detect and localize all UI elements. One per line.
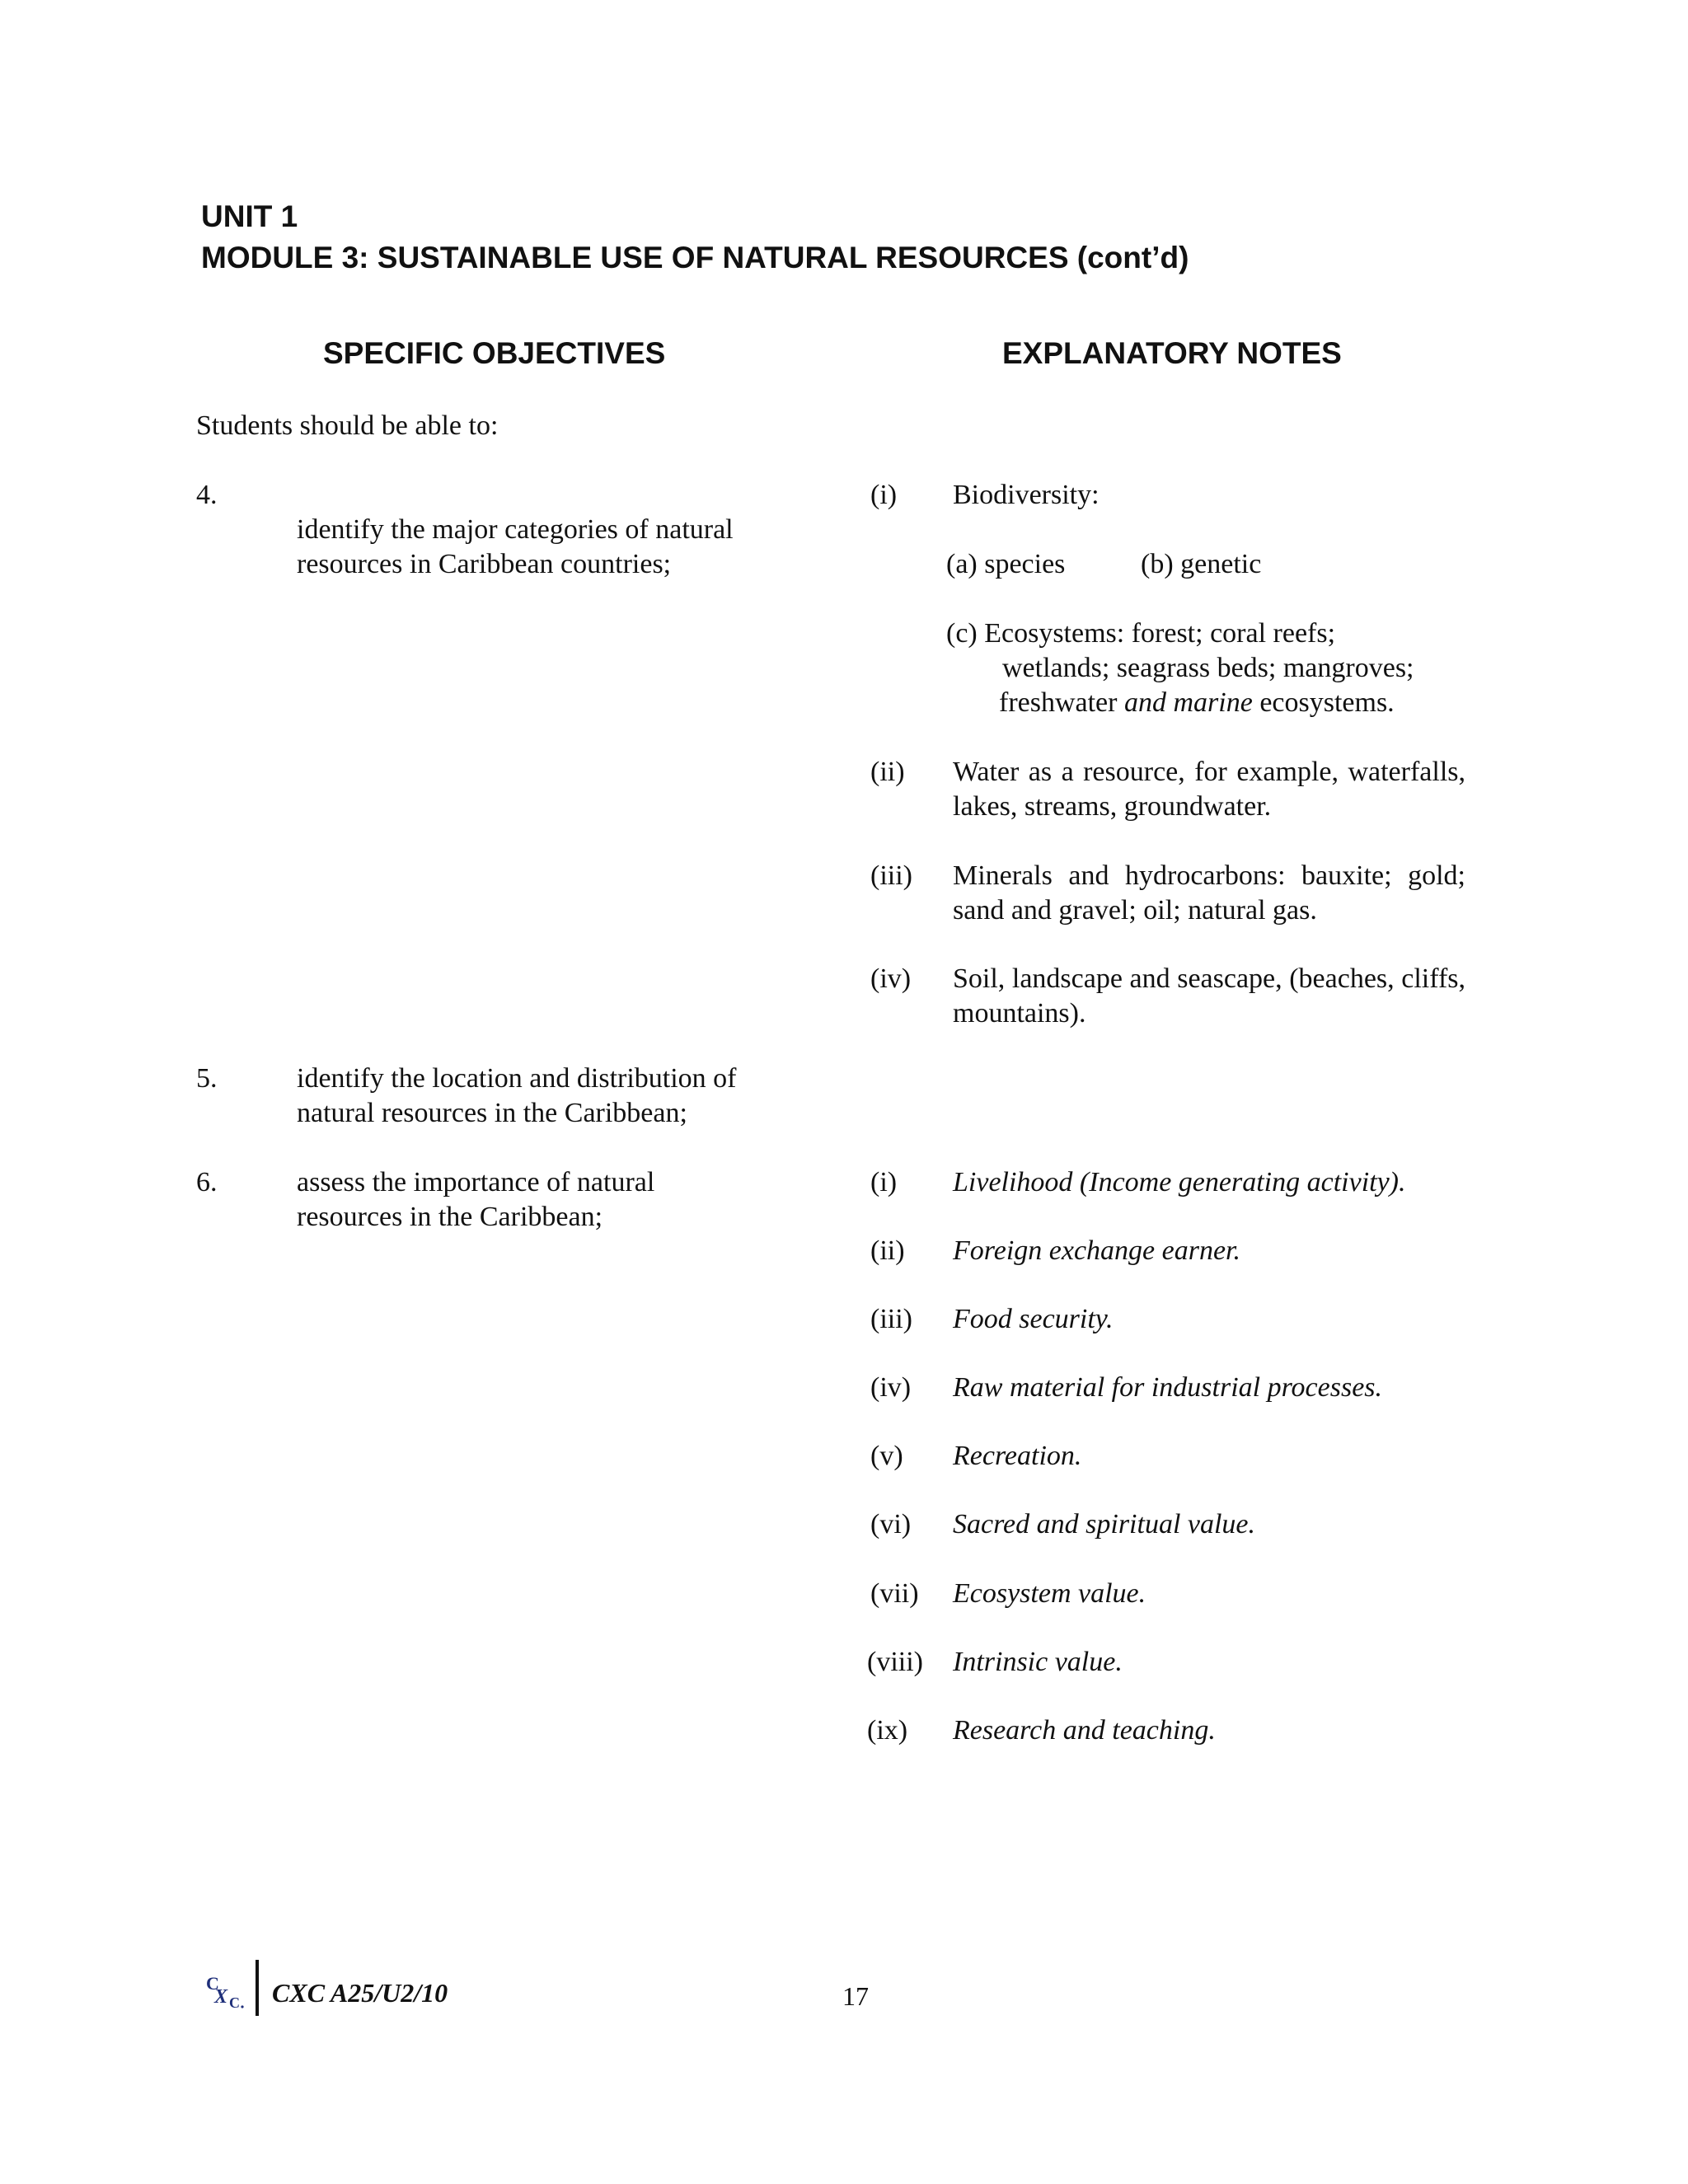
objective-5-number: 5. (196, 1063, 218, 1094)
intro-text: Students should be able to: (196, 410, 499, 441)
note-4-iv-number: (iv) (870, 963, 912, 994)
note-6-ii-text: Foreign exchange earner. (953, 1235, 1241, 1266)
unit-heading: UNIT 1 (201, 199, 298, 233)
note-6-viii-number: (viii) (867, 1647, 923, 1677)
objective-4-line-1: identify the major categories of natural (297, 514, 734, 545)
note-6-i-number: (i) (870, 1167, 898, 1197)
note-6-vii-number: (vii) (870, 1578, 919, 1609)
objective-6-number: 6. (196, 1167, 218, 1197)
page-number: 17 (842, 1981, 869, 2011)
note-6-v-text: Recreation. (953, 1441, 1082, 1471)
svg-text:X: X (214, 1986, 228, 2008)
note-6-vii-text: Ecosystem value. (953, 1578, 1146, 1609)
note-4-ii-text: Water as a resource, for example, waterfalls, lakes, streams, groundwater. (953, 757, 1465, 822)
note-4-sub-b: (b) genetic (1141, 549, 1262, 579)
note-4-iv-text: Soil, landscape and seascape, (beaches, cliffs, mountains). (953, 963, 1465, 1029)
note-4-iii-number: (iii) (870, 860, 912, 891)
note-4-i-number: (i) (870, 480, 898, 510)
note-4-sub-a: (a) species (946, 549, 1066, 579)
note-6-i-text: Livelihood (Income generating activity). (953, 1167, 1406, 1197)
objective-6-line-1: assess the importance of natural (297, 1167, 655, 1197)
note-6-iv-text: Raw material for industrial processes. (953, 1372, 1383, 1403)
note-6-iv-number: (iv) (870, 1372, 912, 1403)
objective-5-line-2: natural resources in the Caribbean; (297, 1098, 687, 1128)
objective-4-line-2: resources in Caribbean countries; (297, 549, 672, 579)
explanatory-notes-heading: EXPLANATORY NOTES (1002, 336, 1342, 370)
module-heading: MODULE 3: SUSTAINABLE USE OF NATURAL RESOURCES (cont’d) (201, 241, 1189, 274)
note-6-v-number: (v) (870, 1441, 903, 1471)
note-6-iii-number: (iii) (870, 1304, 912, 1334)
note-4-iii-text: Minerals and hydrocarbons: bauxite; gold; sand and gravel; oil; natural gas. (953, 860, 1465, 926)
note-6-iii-text: Food security. (953, 1304, 1114, 1334)
svg-text:C: C (206, 1973, 219, 1994)
note-6-viii-text: Intrinsic value. (953, 1647, 1123, 1677)
note-4-sub-c-line-2: wetlands; seagrass beds; mangroves; (1002, 653, 1414, 683)
note-6-ix-number: (ix) (867, 1715, 908, 1746)
note-6-vi-text: Sacred and spiritual value. (953, 1509, 1256, 1540)
note-4-sub-c-line-1: (c) Ecosystems: forest; coral reefs; (946, 618, 1336, 649)
note-6-ix-text: Research and teaching. (953, 1715, 1216, 1746)
document-code: CXC A25/U2/10 (272, 1978, 448, 2008)
objective-6-line-2: resources in the Caribbean; (297, 1202, 603, 1232)
footer-divider (256, 1960, 259, 2016)
objective-5-line-1: identify the location and distribution of (297, 1063, 737, 1094)
note-4-i-text: Biodiversity: (953, 480, 1100, 510)
objective-4-number: 4. (196, 480, 218, 510)
note-4-sub-c-line-3: freshwater and marine ecosystems. (999, 687, 1395, 718)
note-6-ii-number: (ii) (870, 1235, 905, 1266)
svg-text:C: C (229, 1994, 240, 2011)
note-4-ii-number: (ii) (870, 757, 905, 787)
cxc-logo (204, 1970, 247, 2011)
specific-objectives-heading: SPECIFIC OBJECTIVES (323, 336, 666, 370)
note-6-vi-number: (vi) (870, 1509, 912, 1540)
